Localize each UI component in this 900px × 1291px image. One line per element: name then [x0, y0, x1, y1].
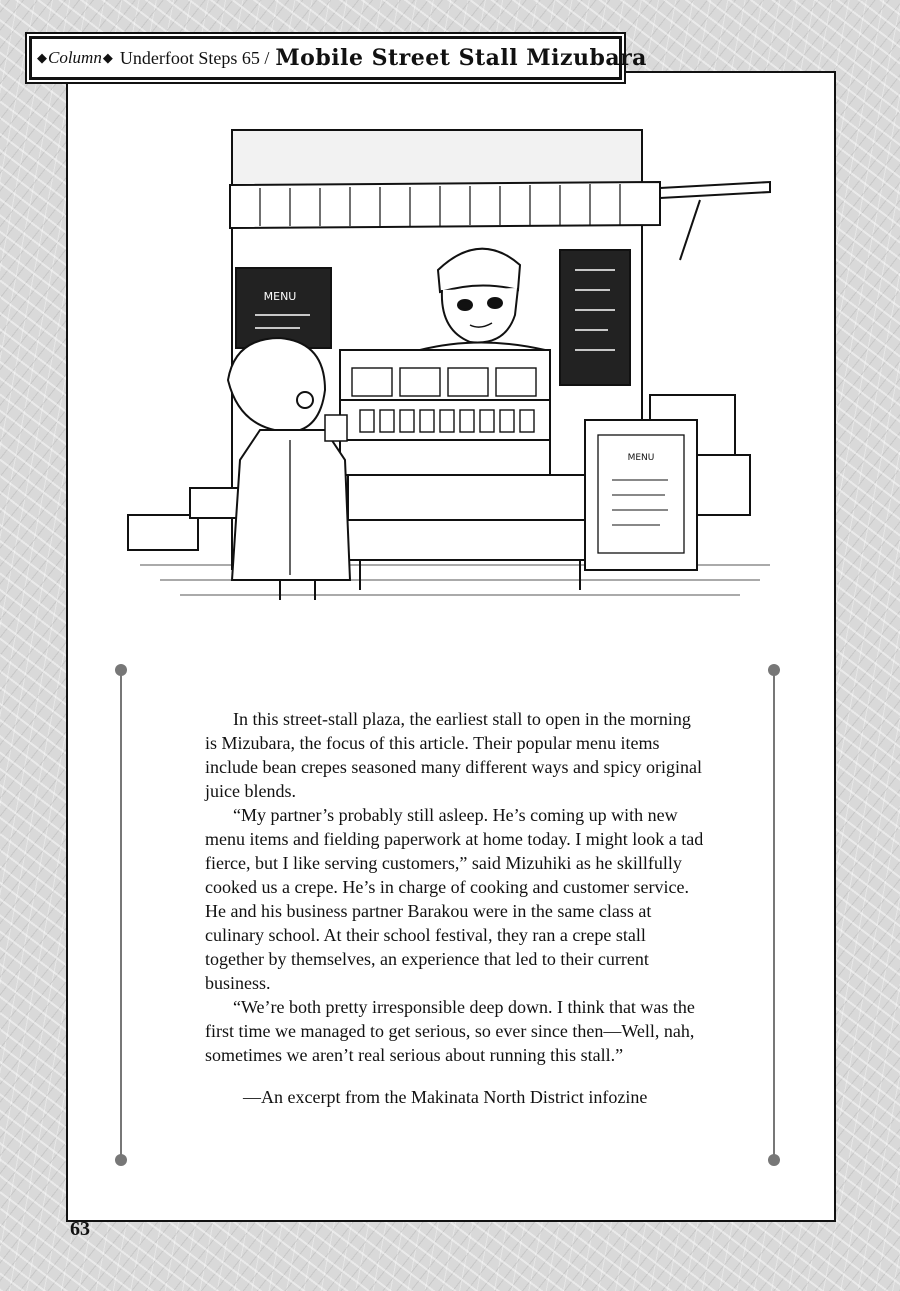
bracket-knob-icon — [768, 1154, 780, 1166]
vendor-figure — [420, 249, 545, 350]
column-label: Column — [48, 48, 102, 67]
column-subtitle: Underfoot Steps 65 / — [119, 47, 270, 68]
customer-figure — [228, 338, 350, 600]
article-paragraph: In this street-stall plaza, the earliest stall to open in the morning is Mizubara, the focus of this article. Their popular menu items include bean crepes seasoned many different ways and spicy original juice blends. — [205, 709, 702, 801]
svg-text:MENU: MENU — [263, 290, 297, 303]
column-title: Mobile Street Stall Mizubara — [275, 45, 647, 71]
article-paragraph: “We’re both pretty irresponsible deep down. I think that was the first time we managed to get serious, so ever since then—Well, nah, sometimes we aren’t real serious about running this stall.” — [205, 997, 695, 1065]
column-header — [29, 36, 647, 80]
article-excerpt-credit: —An excerpt from the Makinata North District infozine — [243, 1087, 648, 1107]
diamond-icon: ◆ — [102, 50, 113, 65]
article-body — [205, 707, 705, 1109]
menu-board-left — [236, 268, 331, 348]
page-number: 63 — [70, 1218, 90, 1240]
standing-sign — [585, 420, 697, 570]
article-paragraph: “My partner’s probably still asleep. He’s coming up with new menu items and fielding paperwork at home today. I might look a tad fierce, but I like serving customers,” said Mizuhiki as he skillfully cooked us a crepe. He’s in charge of cooking and customer service. He and his business partner Barakou were in the same class at culinary school. At their school festival, they ran a crepe stall together by themselves, an experience that led to their current business. — [205, 805, 704, 993]
left-bracket-line — [120, 674, 122, 1160]
street-stall-illustration — [120, 110, 790, 610]
svg-text:MENU: MENU — [627, 453, 655, 463]
right-bracket-line — [773, 674, 775, 1160]
diamond-icon: ◆ — [37, 50, 47, 65]
bracket-knob-icon — [115, 1154, 127, 1166]
menu-board-right — [560, 250, 630, 385]
